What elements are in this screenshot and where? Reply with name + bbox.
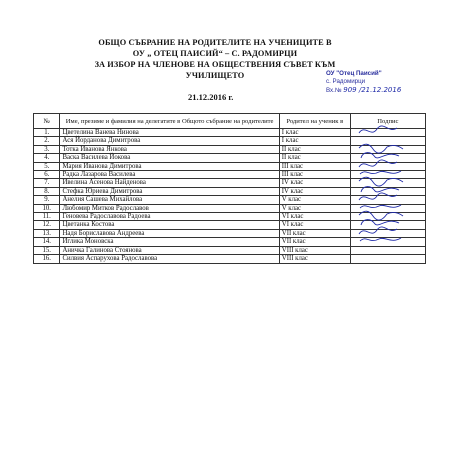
- row-num: 2.: [34, 137, 60, 145]
- header-name: Име, презиме и фамилия на делегатите в Общото събрание на родителите: [60, 114, 279, 129]
- row-name: Радка Лазарова Василева: [60, 171, 279, 179]
- table-row: [34, 129, 426, 137]
- row-name: Цветанка Костова: [60, 221, 279, 229]
- row-name: Анелия Сашева Михайлова: [60, 196, 279, 204]
- registry-stamp: [326, 70, 446, 95]
- delegates-table: [33, 113, 426, 264]
- row-class: IV клас: [279, 179, 350, 187]
- row-num: 11.: [34, 213, 60, 221]
- row-class: VI клас: [279, 213, 350, 221]
- row-num: 3.: [34, 145, 60, 153]
- row-name: Цветелина Ванева Нинова: [60, 129, 279, 137]
- row-class: V клас: [279, 196, 350, 204]
- stamp-school-name: ОУ "Отец Паисий": [326, 70, 382, 77]
- row-name: Васка Василева Йокова: [60, 154, 279, 162]
- row-num: 4.: [34, 154, 60, 162]
- row-class: IV клас: [279, 187, 350, 195]
- row-name: Аничка Галинова Стоянова: [60, 246, 279, 254]
- row-class: VII клас: [279, 229, 350, 237]
- row-class: V клас: [279, 204, 350, 212]
- row-signature-cell: [350, 246, 425, 254]
- table-row: [34, 238, 426, 246]
- row-num: 1.: [34, 129, 60, 137]
- row-num: 14.: [34, 238, 60, 246]
- stamp-village: с. Радомирци: [326, 78, 366, 85]
- row-num: 8.: [34, 187, 60, 195]
- row-class: II клас: [279, 154, 350, 162]
- row-class: III клас: [279, 162, 350, 170]
- row-num: 15.: [34, 246, 60, 254]
- title-line-2: ОУ „ ОТЕЦ ПАИСИЙ“ – С. РАДОМИРЦИ: [132, 49, 298, 58]
- title-line-1: ОБЩО СЪБРАНИЕ НА РОДИТЕЛИТЕ НА УЧЕНИЦИТЕ В: [98, 38, 332, 47]
- row-class: II клас: [279, 145, 350, 153]
- row-name: Любомир Митков Радославов: [60, 204, 279, 212]
- row-num: 6.: [34, 171, 60, 179]
- stamp-number-prefix: Вх.№: [326, 87, 342, 94]
- row-signature-cell: [350, 129, 425, 137]
- row-num: 9.: [34, 196, 60, 204]
- row-num: 16.: [34, 255, 60, 263]
- row-name: Надя Бориславова Андреева: [60, 229, 279, 237]
- row-name: Иглика Моновска: [60, 238, 279, 246]
- handwritten-signature: [357, 126, 405, 136]
- row-name: Ивелина Асенова Найденова: [60, 179, 279, 187]
- handwritten-signature: [357, 235, 405, 245]
- row-class: VII клас: [279, 238, 350, 246]
- row-name: Ася Йорданова Димитрова: [60, 137, 279, 145]
- row-name: Силвия Аспарухова Радославова: [60, 255, 279, 263]
- row-signature-cell: [350, 255, 425, 263]
- row-class: VI клас: [279, 221, 350, 229]
- row-class: I клас: [279, 137, 350, 145]
- row-class: VIII клас: [279, 255, 350, 263]
- title-line-3: ЗА ИЗБОР НА ЧЛЕНОВЕ НА ОБЩЕСТВЕНИЯ СЪВЕТ КЪМ: [94, 60, 336, 69]
- row-name: Стефка Юриева Димитрова: [60, 187, 279, 195]
- row-class: I клас: [279, 129, 350, 137]
- row-num: 10.: [34, 204, 60, 212]
- row-num: 12.: [34, 221, 60, 229]
- document-date: 21.12.2016 г.: [188, 92, 234, 102]
- row-name: Мария Иванова Димитрова: [60, 162, 279, 170]
- row-name: Геновева Радославова Радоева: [60, 213, 279, 221]
- header-num: №: [34, 114, 60, 129]
- row-name: Тотка Иванова Янкова: [60, 145, 279, 153]
- row-class: III клас: [279, 171, 350, 179]
- row-num: 7.: [34, 179, 60, 187]
- row-class: VIII клас: [279, 246, 350, 254]
- header-sign: Подпис: [350, 114, 425, 129]
- stamp-number-handwritten: 909 /21.12.2016: [343, 86, 402, 94]
- row-num: 5.: [34, 162, 60, 170]
- row-num: 13.: [34, 229, 60, 237]
- title-line-4: УЧИЛИЩЕТО: [185, 71, 245, 80]
- row-signature-cell: [350, 238, 425, 246]
- stamp-incoming-number: [326, 86, 446, 95]
- header-class: Родител на ученик в: [279, 114, 350, 129]
- table-row: [34, 246, 426, 254]
- table-row: [34, 255, 426, 263]
